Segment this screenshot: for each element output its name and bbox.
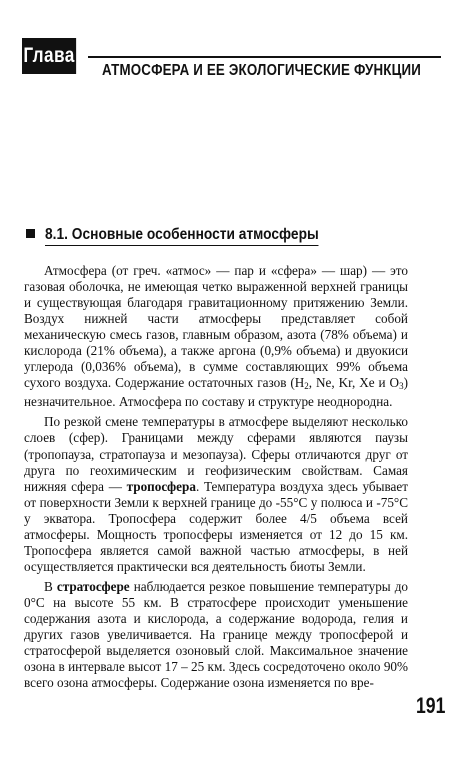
term-troposphere: тропосфера [126, 478, 196, 494]
subscript-h2: 2 [304, 381, 309, 392]
paragraph-3-text-a: В [44, 578, 57, 594]
term-stratosphere: стратосфере [56, 578, 130, 594]
paragraph-1 [24, 263, 408, 410]
section-title: 8.1. Основные особенности атмосферы [45, 226, 319, 246]
section-bullet-icon [26, 229, 35, 238]
paragraph-3-text-b: наблюдается резкое повышение температуры до 0°С на высоте 55 км. В стратосфере происходит уменьшение содержания азота и кислорода, а содержание водорода, гелия и других газов увеличивается. На границе между тропосферой и стратосферой выделяется озоновый слой. Максимальное значение озона в интервале высот 17 – 25 км. Здесь сосредоточено около 90% всего озона атмосферы. Содержание озона изменяется по вре- [24, 578, 409, 691]
paragraph-2 [24, 414, 408, 574]
chapter-rule [88, 56, 441, 58]
section-heading [26, 226, 356, 246]
subscript-o3: 3 [399, 381, 404, 392]
paragraph-3 [24, 579, 408, 691]
chapter-title: АТМОСФЕРА И ЕЕ ЭКОЛОГИЧЕСКИЕ ФУНКЦИИ [102, 62, 422, 79]
chapter-label: Глава 8 [22, 38, 76, 74]
paragraph-1-text-a: Атмосфера (от греч. «атмос» — пар и «сфера» — шар) — это газовая оболочка, не имеющая четко выраженной верхней границы и существующая благодаря гравитационному притяжению Земли. Воздух нижней части атмосферы представляет собой механическую смесь газов, главным образом, азота (78% объема) и кислорода (21% объема), а также аргона (0,9% объема) и двуокиси углерода (0,036% объема), в сумме составляющих 99% объема сухого воздуха. Содержание остаточных газов (H [24, 263, 408, 391]
page-number: 191 [416, 693, 446, 718]
paragraph-2-text-b: . Температура воздуха здесь убывает от поверхности Земли к верхней границе до -55°С у полюса и -75°С у экватора. Тропосфера содержит более 4/5 объема всей атмосферы. Мощность тропосферы изменяется от 12 до 15 км. Тропосфера является самой важной частью атмосферы, в ней осуществляется практически вся деятельность биоты Земли. [24, 478, 408, 574]
paragraph-2-text-a: По резкой смене температуры в атмосфере выделяют несколько слоев (сфер). Границами между сферами являются паузы (тропопауза, стратопауза и мезопауза). Сферы отличаются друг от друга по геохимическим и геофизическим свойствам. Самая нижняя сфера — [24, 414, 408, 494]
paragraph-1-text-b: , Ne, Kr, Xe и O [308, 375, 400, 391]
body-text [24, 263, 408, 695]
paragraph-1-text-c: ) незначительное. Атмосфера по составу и структуре неоднородна. [24, 375, 408, 410]
